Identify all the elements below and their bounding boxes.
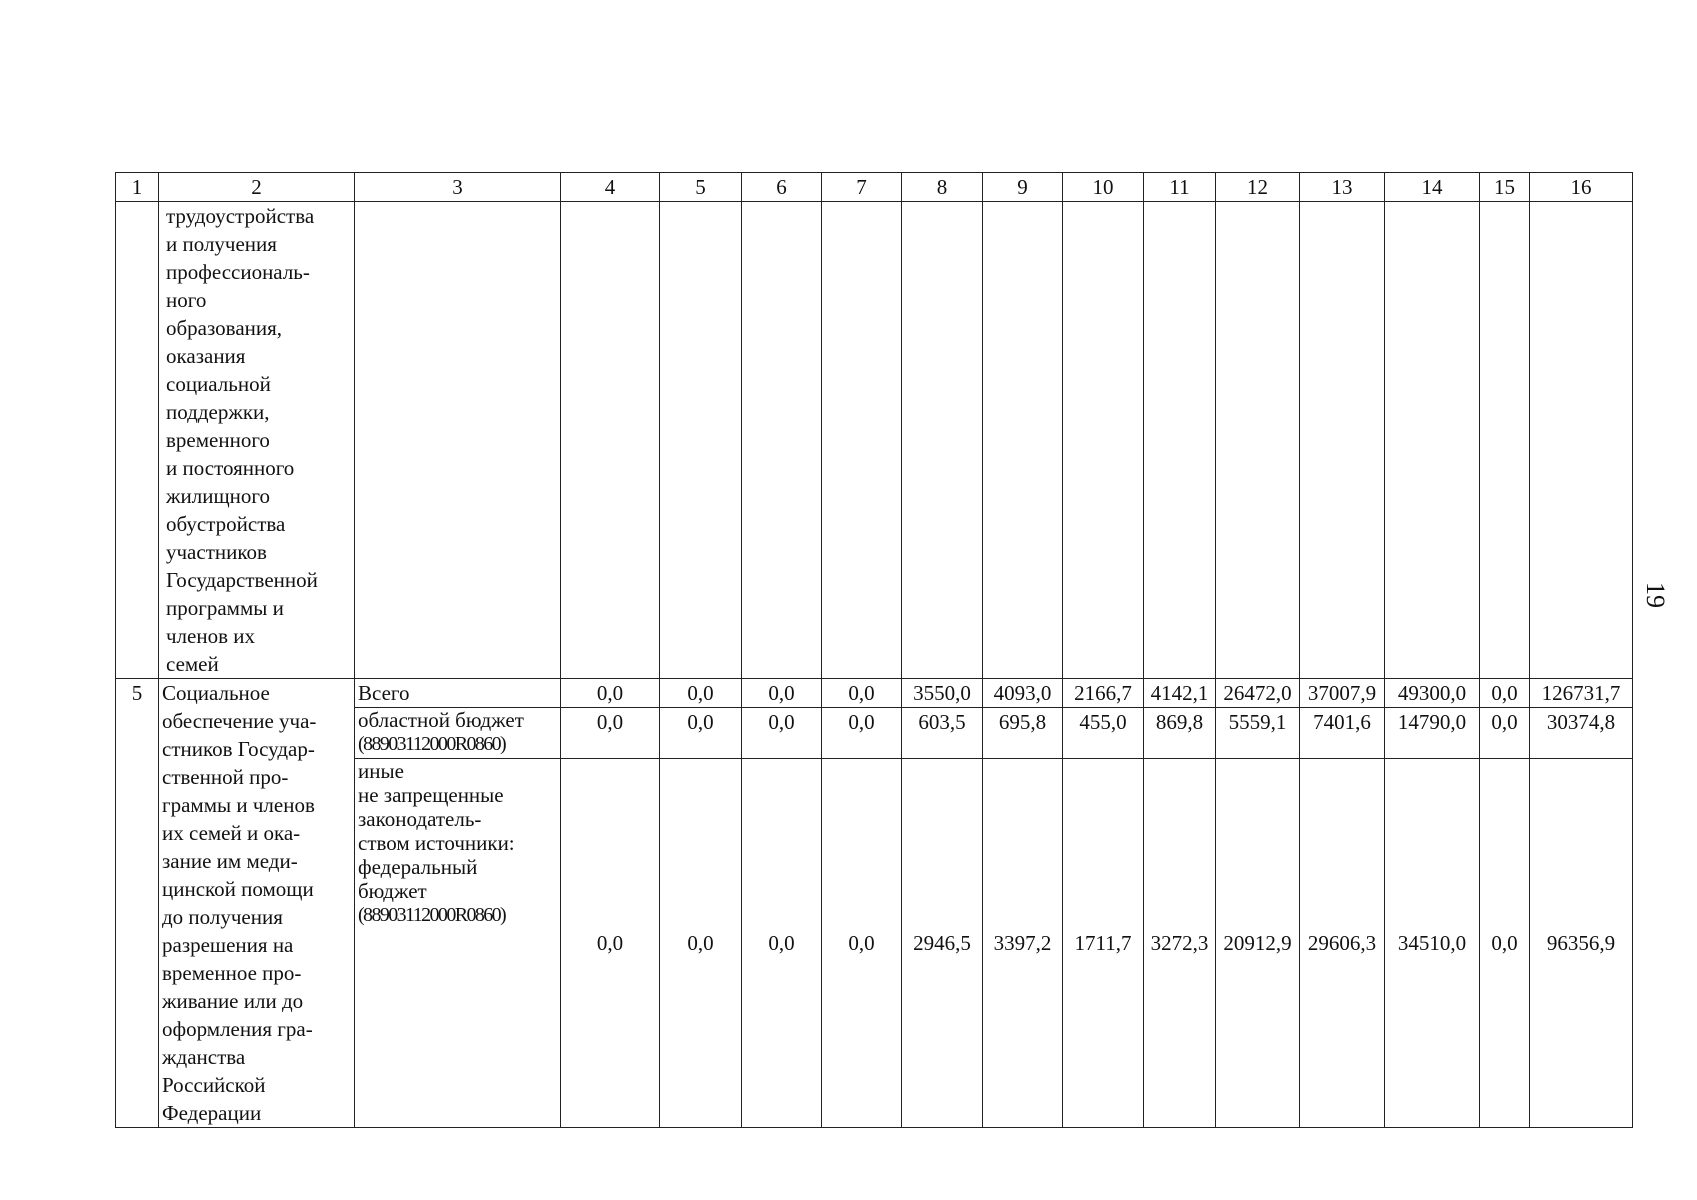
event-name-line: ственной про- (162, 765, 289, 789)
amount-cell: 0,0 (822, 759, 902, 1128)
empty-cell (1300, 202, 1385, 679)
amount-cell: 4142,1 (1144, 679, 1216, 708)
budget-code: (88903112000R0860) (358, 904, 506, 927)
event-name-line: цинской помощи (162, 877, 314, 901)
column-number-15: 15 (1480, 173, 1530, 202)
amount-cell: 455,0 (1063, 708, 1144, 759)
continuation-line: обустройства (166, 512, 286, 536)
continuation-line: семей (166, 652, 219, 676)
amount-cell: 2166,7 (1063, 679, 1144, 708)
budget-table (115, 172, 1633, 1128)
empty-cell (983, 202, 1063, 679)
continuation-line: жилищного (166, 484, 270, 508)
event-name-line: обеспечение уча- (162, 709, 317, 733)
empty-cell (1216, 202, 1300, 679)
funding-source-line: ством источники: (358, 831, 515, 856)
amount-cell: 96356,9 (1530, 759, 1633, 1128)
empty-cell (902, 202, 983, 679)
event-name-line: граммы и членов (162, 793, 315, 817)
amount-cell: 34510,0 (1385, 759, 1480, 1128)
funding-source-cell (355, 679, 561, 708)
empty-cell (355, 202, 561, 679)
page-number: 19 (1641, 582, 1670, 608)
empty-cell (1063, 202, 1144, 679)
continuation-line: трудоустройства (166, 204, 315, 228)
funding-source-line: Всего (358, 681, 410, 705)
amount-cell: 4093,0 (983, 679, 1063, 708)
column-number-6: 6 (742, 173, 822, 202)
row-index-cell: 5 (116, 679, 159, 1128)
continuation-line: Государственной (166, 568, 318, 592)
column-number-4: 4 (561, 173, 660, 202)
funding-source-line: областной бюджет (358, 708, 524, 733)
empty-cell (1385, 202, 1480, 679)
amount-cell: 695,8 (983, 708, 1063, 759)
event-name-line: Федерации (162, 1101, 262, 1125)
amount-cell: 0,0 (822, 708, 902, 759)
amount-cell: 3550,0 (902, 679, 983, 708)
funding-source-line: иные (358, 759, 404, 784)
event-name-line: Российской (162, 1073, 266, 1097)
amount-cell: 0,0 (742, 679, 822, 708)
continuation-index-cell (116, 202, 159, 679)
continuation-line: участников (166, 540, 267, 564)
amount-cell: 20912,9 (1216, 759, 1300, 1128)
column-number-1: 1 (116, 173, 159, 202)
event-name-line: разрешения на (162, 933, 294, 957)
amount-cell: 0,0 (660, 679, 742, 708)
event-name-line: зание им меди- (162, 849, 298, 873)
amount-cell: 0,0 (822, 679, 902, 708)
empty-cell (660, 202, 742, 679)
empty-cell (561, 202, 660, 679)
budget-code: (88903112000R0860) (358, 733, 506, 756)
amount-cell: 2946,5 (902, 759, 983, 1128)
column-number-row (116, 173, 1633, 202)
funding-source-cell (355, 759, 561, 1128)
column-number-9: 9 (983, 173, 1063, 202)
amount-cell: 14790,0 (1385, 708, 1480, 759)
continuation-line: программы и (166, 596, 284, 620)
amount-cell: 49300,0 (1385, 679, 1480, 708)
empty-cell (1530, 202, 1633, 679)
event-name-line: стников Государ- (162, 737, 315, 761)
amount-cell: 0,0 (742, 708, 822, 759)
column-number-8: 8 (902, 173, 983, 202)
continuation-line: образования, (166, 316, 283, 340)
event-name-line: жданства (162, 1045, 246, 1069)
funding-source-line: федеральный (358, 855, 478, 880)
continuation-line: оказания (166, 344, 246, 368)
continuation-line: временного (166, 428, 270, 452)
event-name-line: живание или до (162, 989, 304, 1013)
funding-source-line: бюджет (358, 879, 427, 904)
column-number-14: 14 (1385, 173, 1480, 202)
continuation-line: поддержки, (166, 400, 270, 424)
event-name-line: Социальное (162, 681, 270, 705)
amount-cell: 29606,3 (1300, 759, 1385, 1128)
amount-cell: 30374,8 (1530, 708, 1633, 759)
continuation-line: членов их (166, 624, 256, 648)
continuation-line: и получения (166, 232, 277, 256)
column-number-3: 3 (355, 173, 561, 202)
empty-cell (822, 202, 902, 679)
event-name-line: до получения (162, 905, 283, 929)
event-name-line: их семей и ока- (162, 821, 301, 845)
event-name-cell (159, 679, 355, 1128)
column-number-2: 2 (159, 173, 355, 202)
amount-cell: 0,0 (660, 708, 742, 759)
continuation-line: профессиональ- (166, 260, 310, 284)
continuation-text-cell (159, 202, 355, 679)
amount-cell: 0,0 (1480, 679, 1530, 708)
amount-cell: 37007,9 (1300, 679, 1385, 708)
amount-cell: 0,0 (660, 759, 742, 1128)
column-number-13: 13 (1300, 173, 1385, 202)
empty-cell (742, 202, 822, 679)
event-name-line: оформления гра- (162, 1017, 313, 1041)
amount-cell: 0,0 (561, 708, 660, 759)
continuation-line: ного (166, 288, 207, 312)
event-name-line: временное про- (162, 961, 302, 985)
source-row-total (116, 679, 1633, 708)
column-number-16: 16 (1530, 173, 1633, 202)
amount-cell: 0,0 (1480, 759, 1530, 1128)
amount-cell: 26472,0 (1216, 679, 1300, 708)
amount-cell: 0,0 (1480, 708, 1530, 759)
empty-cell (1144, 202, 1216, 679)
column-number-7: 7 (822, 173, 902, 202)
column-number-10: 10 (1063, 173, 1144, 202)
amount-cell: 0,0 (561, 679, 660, 708)
column-number-12: 12 (1216, 173, 1300, 202)
amount-cell: 7401,6 (1300, 708, 1385, 759)
amount-cell: 869,8 (1144, 708, 1216, 759)
funding-source-cell (355, 708, 561, 759)
amount-cell: 5559,1 (1216, 708, 1300, 759)
column-number-11: 11 (1144, 173, 1216, 202)
amount-cell: 0,0 (561, 759, 660, 1128)
continuation-row (116, 202, 1633, 679)
empty-cell (1480, 202, 1530, 679)
amount-cell: 1711,7 (1063, 759, 1144, 1128)
funding-source-line: не запрещенные (358, 783, 504, 808)
amount-cell: 0,0 (742, 759, 822, 1128)
amount-cell: 126731,7 (1530, 679, 1633, 708)
funding-source-line: законодатель- (358, 807, 482, 832)
continuation-line: социальной (166, 372, 271, 396)
amount-cell: 603,5 (902, 708, 983, 759)
amount-cell: 3397,2 (983, 759, 1063, 1128)
column-number-5: 5 (660, 173, 742, 202)
continuation-line: и постоянного (166, 456, 295, 480)
amount-cell: 3272,3 (1144, 759, 1216, 1128)
